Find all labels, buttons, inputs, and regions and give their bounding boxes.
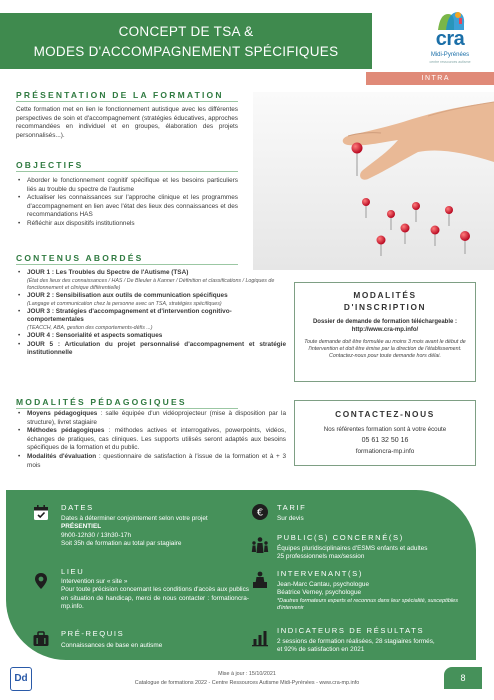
prerequis-value: Connaissances de base en autisme (61, 642, 163, 649)
indicateurs-line: et 92% de satisfaction en 2021 (277, 646, 365, 654)
prerequis-label: PRÉ-REQUIS (61, 629, 125, 638)
contenu-item (18, 332, 286, 341)
contenu-label: JOUR 3 : Stratégies d'accompagnement et d'intervention cognitivo-comportementales (27, 307, 232, 324)
contenu-detail: (Langage et communication chez la personne avec un TSA, stratégies spécifiques) (27, 300, 222, 307)
contact-text: Nos référentes formation sont à votre écoute (323, 426, 447, 433)
inscription-title-line1: MODALITÉS (353, 290, 417, 300)
intervenants-values (277, 581, 471, 612)
calendar-icon (32, 504, 50, 522)
people-icon (251, 536, 269, 554)
header-banner (0, 13, 372, 69)
briefcase-icon (32, 630, 50, 648)
contenus-title: CONTENUS ABORDÉS (16, 253, 144, 263)
modalite-label: Méthodes pédagogiques (27, 427, 105, 435)
modalites-peda-list (18, 410, 286, 470)
contenu-label: JOUR 4 : Sensorialité et aspects somatiques (27, 332, 163, 340)
section-divider (16, 171, 238, 172)
objectifs-list (18, 177, 238, 229)
contenus-list (18, 269, 286, 358)
dates-line: Dates à déterminer conjointement selon votre projet (61, 515, 208, 522)
bar-chart-icon (251, 629, 269, 647)
tarif-label: TARIF (277, 503, 307, 512)
euro-icon (251, 503, 269, 521)
page-title-line1: CONCEPT DE TSA & (118, 24, 254, 39)
contenu-detail: (État des lieux des connaissances / HAS / De Bleuler à Kanner / Définition et classifications / Logiques de fonctionnement et clinique différentielle) (27, 277, 275, 291)
dates-values (61, 515, 251, 549)
footer-update: Mise à jour : 15/10/2021 (218, 671, 276, 677)
modalite-item (18, 427, 286, 453)
lieu-label: LIEU (61, 567, 85, 576)
modalite-text: : méthodes actives et interrogatives, powerpoints, vidéos, échanges de pratiques, cas cliniques. Les supports utilisés seront adaptés aux besoins spécifiques de la formation et du public. (27, 427, 286, 452)
modalite-item (18, 410, 286, 427)
logo-region: Midi-Pyrénées (430, 52, 470, 58)
section-divider (16, 101, 238, 102)
intervenants-label: INTERVENANT(S) (277, 569, 363, 578)
intervenant-name: Jean-Marc Cantau, psychologue (277, 581, 370, 588)
section-divider (16, 408, 238, 409)
photo-illustration (253, 92, 494, 270)
dates-hours: 9h00-12h30 / 13h30-17h (61, 531, 132, 539)
page-number: 8 (444, 667, 482, 689)
publics-capacity: 25 professionnels max/session (277, 553, 365, 561)
inscription-box (294, 282, 476, 382)
tarif-value: Sur devis (277, 515, 304, 522)
logo-name: cra (435, 28, 465, 50)
dates-label: DATES (61, 503, 94, 512)
info-panel (6, 490, 476, 660)
contenu-detail: (TEACCH, ABA, gestion des comportements-défis ...) (27, 324, 153, 331)
indicateurs-label: INDICATEURS DE RÉSULTATS (277, 626, 425, 635)
intervenant-name: Béatrice Verney, psychologue (277, 589, 362, 597)
inscription-title-line2: D'INSCRIPTION (343, 302, 427, 312)
page-title-line2: MODES D'ACCOMPAGNEMENT SPÉCIFIQUES (33, 44, 339, 59)
lieu-values (61, 578, 249, 612)
modalite-text: : salle équipée d'un vidéoprojecteur (mise à disposition par la structure), livret stagiaire (27, 410, 286, 426)
contenu-item (18, 341, 286, 358)
contenu-label: JOUR 1 : Les Troubles du Spectre de l'Autisme (TSA) (27, 269, 189, 276)
contact-phone[interactable]: 05 61 32 50 16 (361, 437, 409, 444)
presentation-text: Cette formation met en lien le fonctionnement autistique avec les différentes perspectives de soin et d'accompagnement (stratégies éducatives, approches recommandées en individuel et en groupes, élaboration des projets personnalisés...). (16, 106, 238, 139)
presentation-title: PRÉSENTATION DE LA FORMATION (16, 90, 224, 100)
speaker-icon (251, 571, 269, 589)
contact-email[interactable]: formationcra-mp.info (355, 448, 415, 455)
location-pin-icon (32, 572, 50, 590)
section-divider (16, 264, 238, 265)
contenu-item (18, 308, 286, 332)
hand-with-pins-photo (253, 92, 494, 270)
cra-logo (420, 10, 480, 68)
contact-title: CONTACTEZ-NOUS (335, 409, 435, 419)
inscription-note: Toute demande doit être formulée au moins 3 mois avant le début de l'intervention et doit être émise par la direction de l'établissement. Contactez-nous pour toute demande hors délai. (304, 339, 466, 360)
modalite-text: : questionnaire de satisfaction à l'issue de la formation et à + 3 mois (27, 452, 287, 469)
intra-tag: INTRA (366, 72, 494, 85)
contenu-item (18, 292, 286, 308)
datadock-badge-text: Dd (14, 673, 28, 684)
publics-line: Équipes pluridisciplinaires d'ESMS enfants et adultes (277, 545, 428, 552)
intervenants-note: *Dautres formateurs experts et reconnus dans leur spécialité, susceptibles d'intervenir (277, 597, 458, 612)
objectif-item: • Aborder le fonctionnement cognitif spécifique et les besoins particuliers liés au trouble du spectre de l'autisme (18, 177, 238, 194)
publics-label: PUBLIC(S) CONCERNÉ(S) (277, 533, 404, 542)
lieu-access: Pour toute précision concernant les conditions d'accès aux publics en situation de handicap, merci de nous contacter : formationcra-mp.info. (61, 586, 249, 611)
svg-text:€: € (256, 507, 264, 519)
dates-mode: PRÉSENTIEL (61, 523, 102, 531)
objectif-item: • Réfléchir aux dispositifs institutionnels (18, 220, 238, 229)
contenu-label: JOUR 5 : Articulation du projet personnalisé d'accompagnement et stratégie institutionnelle (27, 340, 286, 357)
contenu-label: JOUR 2 : Sensibilisation aux outils de communication spécifiques (27, 292, 228, 299)
lieu-line: Intervention sur « site » (61, 578, 128, 585)
inscription-link[interactable]: Dossier de demande de formation téléchargeable : http://www.cra-mp.info/ (312, 319, 458, 333)
contenu-item (18, 269, 286, 292)
publics-values (277, 545, 467, 562)
dates-duration: Soit 35h de formation au total par stagiaire (61, 540, 182, 548)
modalite-label: Moyens pédagogiques (27, 410, 98, 417)
modalite-label: Modalités d'évaluation (27, 452, 97, 460)
modalites-peda-title: MODALITÉS PÉDAGOGIQUES (16, 397, 187, 407)
footer-catalogue: Catalogue de formations 2022 - Centre Ressources Autisme Midi-Pyrénées - www.cra-mp.info (134, 680, 360, 686)
objectif-item: • Actualiser les connaissances sur l'approche clinique et les programmes d'accompagnement en lien avec l'état des lieux des connaissances et des recommandations HAS (18, 194, 238, 220)
indicateurs-line: 2 sessions de formation réalisées, 28 stagiaires formés, (277, 638, 435, 645)
objectifs-title: OBJECTIFS (16, 160, 84, 170)
contact-box (294, 400, 476, 466)
modalite-item (18, 453, 286, 470)
logo-tagline: centre ressources autisme (429, 60, 471, 64)
indicateurs-values (277, 638, 471, 655)
